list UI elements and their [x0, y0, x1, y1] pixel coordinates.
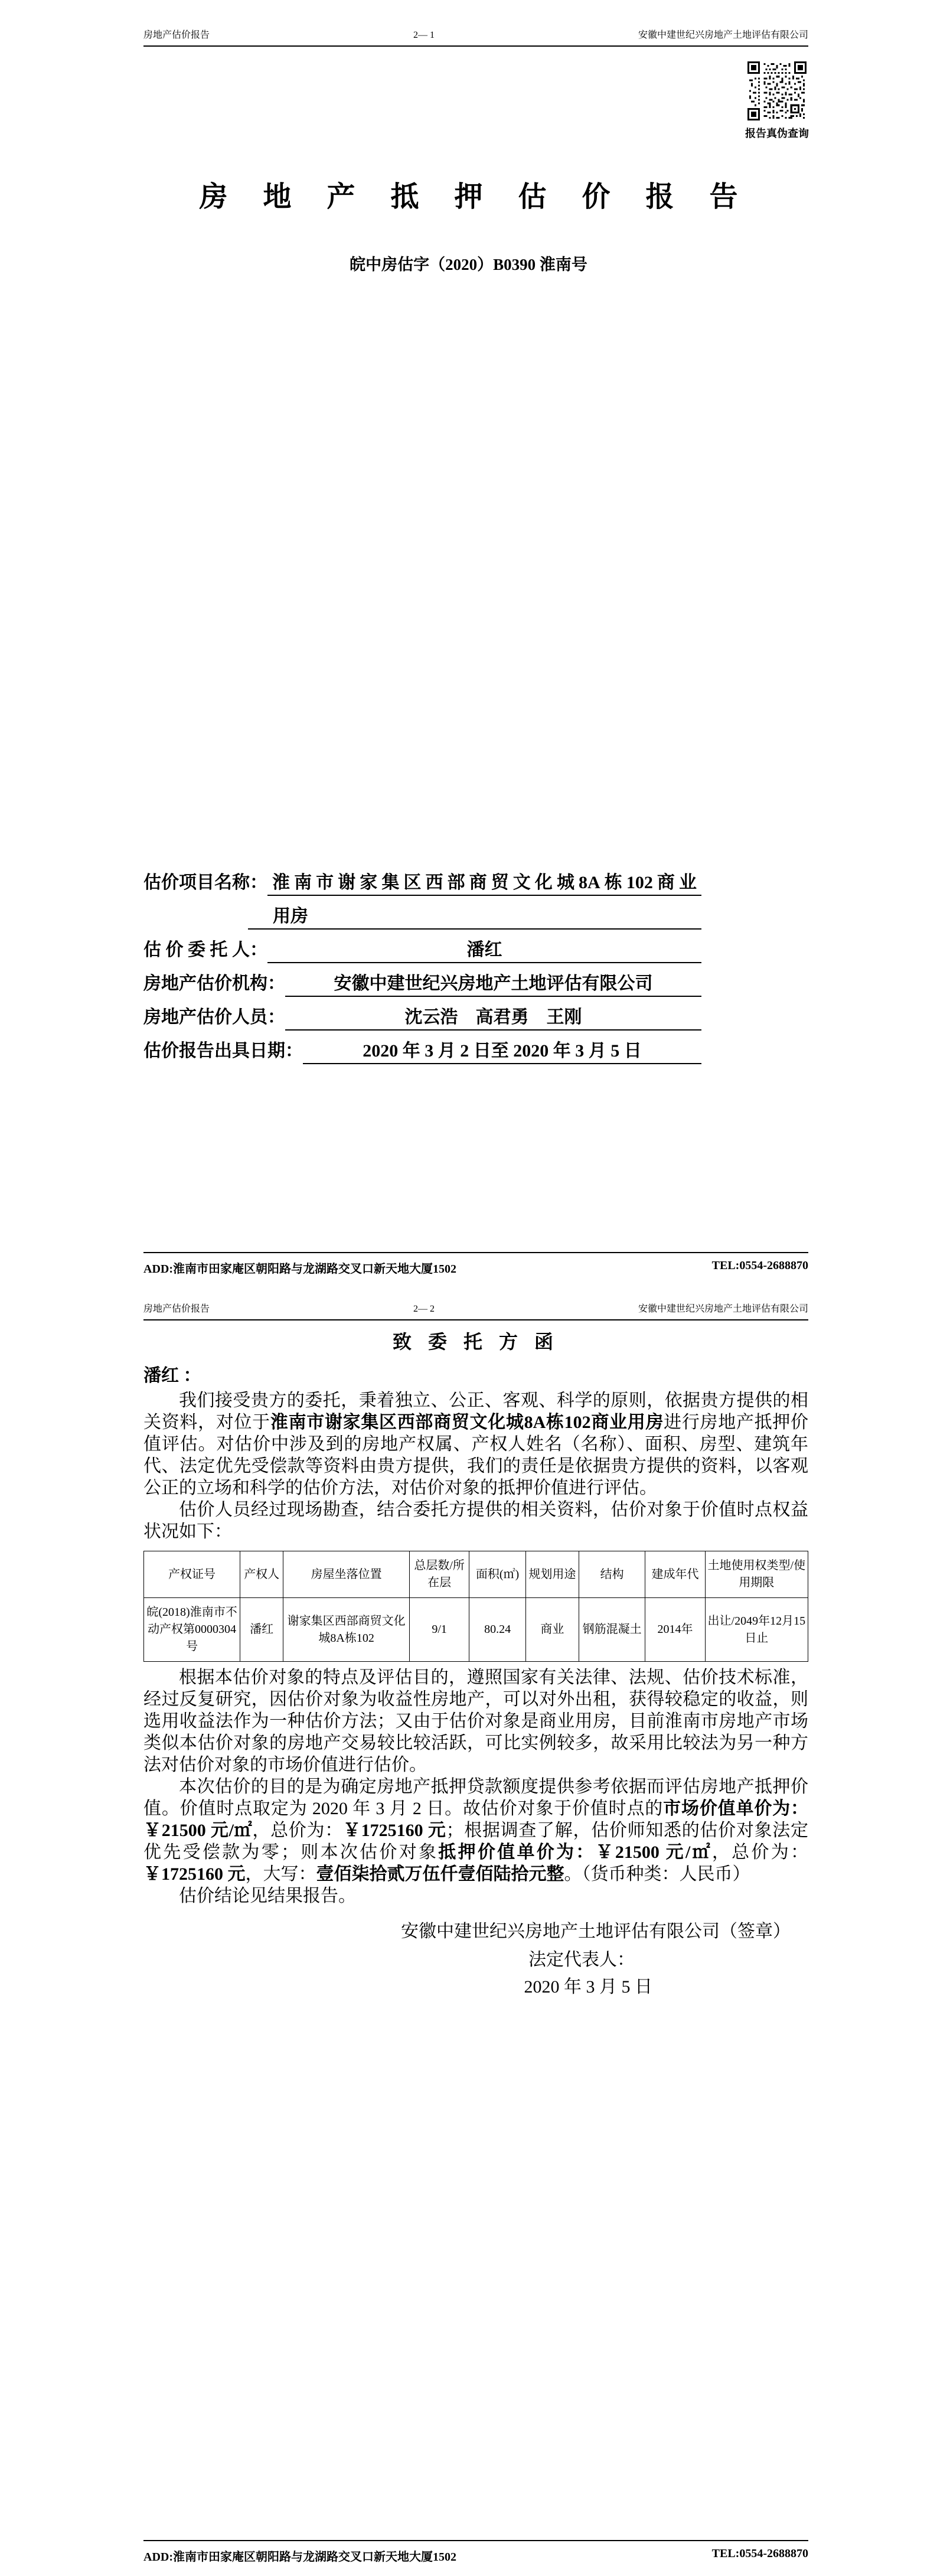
- letter-paragraph-1: [143, 1390, 808, 1499]
- signature-date: 2020 年 3 月 5 日: [524, 1977, 652, 1997]
- text-run: ；根据调查了解，估价师知悉的估价对象法定优先受偿款为零；则本次估价对象: [143, 1821, 808, 1862]
- table-cell-area: 80.24: [469, 1598, 526, 1662]
- project-name-label: 估价项目名称：: [143, 873, 267, 892]
- report-page-2: [0, 1288, 937, 2576]
- table-header-cell: 面积(㎡): [469, 1551, 526, 1598]
- header-page-number: 2— 2: [413, 1304, 435, 1314]
- table-header-cell: 产权证号: [144, 1551, 240, 1598]
- signature-company: 安徽中建世纪兴房地产土地评估有限公司（签章）: [401, 1922, 791, 1941]
- project-name-value-continued: 用房: [248, 904, 701, 930]
- report-title: 房 地 产 抵 押 估 价 报 告: [199, 181, 752, 213]
- report-date-value: 2020 年 3 月 2 日至 2020 年 3 月 5 日: [303, 1039, 701, 1064]
- table-cell-location: 谢家集区西部商贸文化城8A栋102: [283, 1598, 410, 1662]
- qr-caption: 报告真伪查询: [745, 128, 809, 139]
- letter-paragraph-2: 估价人员经过现场勘查，结合委托方提供的相关资料，估价对象于价值时点权益状况如下：: [143, 1500, 808, 1541]
- staff-label: 房地产估价人员：: [143, 1007, 285, 1027]
- text-run-mortgage-unit-price: ￥21500 元/㎡: [595, 1843, 712, 1862]
- text-run-mortgage-total-price: ￥1725160 元: [143, 1864, 246, 1884]
- letter-paragraph-4: [143, 1776, 808, 1885]
- footer-phone: TEL:0554-2688870: [711, 2547, 808, 2560]
- text-run: ，大写：: [245, 1864, 316, 1884]
- table-header-cell: 土地使用权类型/使用期限: [705, 1551, 808, 1598]
- header-doc-type: 房地产估价报告: [143, 30, 210, 40]
- header-company-name: 安徽中建世纪兴房地产土地评估有限公司: [638, 1304, 808, 1314]
- report-date-label: 估价报告出具日期：: [143, 1041, 303, 1061]
- table-cell-owner: 潘红: [240, 1598, 283, 1662]
- qr-verification-block: [745, 61, 809, 141]
- text-run-mortgage-value-label: 抵押价值单价为：: [438, 1843, 596, 1862]
- staff-value: 沈云浩 高君勇 王刚: [285, 1005, 701, 1031]
- page-header: [143, 27, 808, 47]
- client-label: 估 价 委 托 人：: [143, 940, 267, 960]
- header-page-number: 2— 1: [413, 30, 435, 40]
- page-footer: [143, 1252, 808, 1276]
- table-header-cell: 规划用途: [525, 1551, 579, 1598]
- table-header-row: [144, 1551, 808, 1598]
- document-number: 皖中房估字（2020）B0390 淮南号: [350, 256, 587, 273]
- form-row-project-name: [143, 870, 701, 896]
- table-cell-cert-no: 皖(2018)淮南市不动产权第0000304号: [144, 1598, 240, 1662]
- text-run: 我们接受贵方的委托，秉着独立、公正、客观、科学的原则，依据贵方提供的相关资料，对位于: [143, 1391, 808, 1432]
- table-header-cell: 总层数/所在层: [410, 1551, 469, 1598]
- text-run-amount-in-words: 壹佰柒拾贰万伍仟壹佰陆拾元整: [316, 1864, 564, 1884]
- text-run: ，总价为：: [252, 1821, 343, 1840]
- page-footer: [143, 2540, 808, 2564]
- table-cell-structure: 钢筋混凝土: [579, 1598, 645, 1662]
- agency-value: 安徽中建世纪兴房地产土地评估有限公司: [285, 971, 701, 997]
- letter-paragraph-5: 估价结论见结果报告。: [179, 1886, 356, 1906]
- header-doc-type: 房地产估价报告: [143, 1304, 210, 1314]
- table-header-cell: 房屋坐落位置: [283, 1551, 410, 1598]
- footer-address: ADD:淮南市田家庵区朝阳路与龙湖路交叉口新天地大厦1502: [143, 1263, 456, 1276]
- page-header: [143, 1301, 808, 1320]
- text-run-unit-price: ￥21500 元/㎡: [143, 1821, 253, 1840]
- text-run: 。（货币种类：人民币）: [564, 1864, 750, 1884]
- letter-title: 致 委 托 方 函: [392, 1331, 559, 1352]
- signature-legal-rep: 法定代表人：: [528, 1950, 635, 1970]
- footer-address: ADD:淮南市田家庵区朝阳路与龙湖路交叉口新天地大厦1502: [143, 2551, 456, 2564]
- form-row-client: [143, 938, 701, 963]
- project-name-value: 淮南市谢家集区西部商贸文化城8A栋102商业: [267, 870, 701, 896]
- header-company-name: 安徽中建世纪兴房地产土地评估有限公司: [638, 30, 808, 40]
- table-header-cell: 产权人: [240, 1551, 283, 1598]
- footer-phone: TEL:0554-2688870: [711, 1259, 808, 1272]
- salutation: 潘红 ：: [143, 1366, 201, 1385]
- form-row-project-name-continued: [248, 904, 701, 930]
- table-header-cell: 结构: [579, 1551, 645, 1598]
- table-cell-floors: 9/1: [410, 1598, 469, 1662]
- form-row-report-date: [143, 1039, 701, 1064]
- letter-content: [143, 1321, 808, 1999]
- text-run-property-name: 淮南市谢家集区西部商贸文化城8A栋102商业用房: [270, 1413, 664, 1432]
- qr-code-icon: [747, 61, 807, 120]
- table-cell-land-use: 出让/2049年12月15日止: [705, 1598, 808, 1662]
- table-cell-usage: 商业: [525, 1598, 579, 1662]
- text-run-market-value-label: 市场价值单价为：: [663, 1799, 809, 1818]
- client-value: 潘红: [267, 938, 701, 963]
- letter-paragraph-3: 根据本估价对象的特点及评估目的，遵照国家有关法律、法规、估价技术标准，经过反复研究，因估价对象为收益性房地产，可以对外出租，获得较稳定的收益，则选用收益法作为一种估价方法；又由于估价对象是商业用房，目前淮南市房地产市场类似本估价对象的房地产交易较比较活跃，可比实例较多，故采用比较法为另一种方法对估价对象的市场价值进行估价。: [143, 1668, 808, 1775]
- text-run: 进行房地产抵押价值评估。对估价中涉及到的房地产权属、产权人姓名（名称）、面积、房型、建筑年代、法定优先受偿款等资料由贵方提供，我们的责任是依据贵方提供的资料，以客观公正的立场和科学的估价方法，对估价对象的抵押价值进行评估。: [143, 1413, 809, 1498]
- cover-form: [143, 870, 701, 1072]
- table-row: [144, 1598, 808, 1662]
- form-row-agency: [143, 971, 701, 997]
- text-run: 本次估价的目的是为确定房地产抵押贷款额度提供参考依据而评估房地产抵押价值。价值时点取定为 2020 年 3 月 2 日。故估价对象于价值时点的: [143, 1777, 808, 1818]
- table-header-cell: 建成年代: [645, 1551, 705, 1598]
- text-run-total-price: ￥1725160 元: [342, 1821, 446, 1840]
- agency-label: 房地产估价机构：: [143, 974, 285, 993]
- text-run: ，总价为：: [711, 1843, 809, 1862]
- property-rights-table: [143, 1551, 808, 1662]
- form-row-staff: [143, 1005, 701, 1031]
- table-cell-built-year: 2014年: [645, 1598, 705, 1662]
